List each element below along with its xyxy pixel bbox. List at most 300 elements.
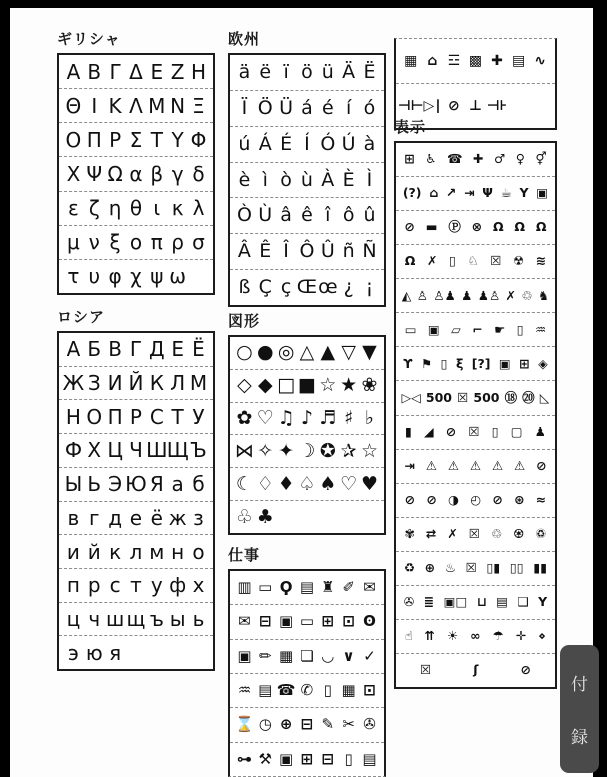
char-cell: Ё [192, 337, 205, 362]
night-icon: ◑ [448, 491, 459, 507]
wheat-icon: ξ [455, 355, 464, 371]
eighth-note-icon: ♪ [300, 407, 314, 430]
char-cell: ф [169, 573, 187, 598]
nurse-icon: Ω [535, 219, 547, 235]
char-cell: Ñ [362, 240, 377, 263]
table-row [59, 333, 213, 366]
char-cell: ж [168, 505, 187, 530]
table-row [396, 415, 555, 449]
limit-500kg-icon: 500 [425, 389, 452, 405]
envelope-icon: ✉ [363, 578, 376, 597]
char-cell: ô [342, 204, 355, 227]
section-label-europe: 欧州 [228, 30, 261, 48]
char-cell: т [130, 573, 142, 598]
double-star-outline-icon: ✰ [340, 439, 357, 462]
appendix-tab[interactable] [560, 645, 599, 773]
shapes-symbol-table [228, 335, 386, 535]
char-cell: б [192, 472, 205, 497]
no-mug-icon: ⊘ [445, 423, 457, 439]
manual-page [10, 8, 593, 777]
char-cell: É [280, 132, 293, 155]
char-cell: Ф [64, 438, 83, 463]
star-filled-icon: ★ [340, 374, 358, 397]
char-cell: з [193, 505, 204, 530]
char-cell: ç [280, 276, 292, 299]
char-cell: П [107, 404, 123, 429]
limit-500m-icon: 500 [473, 389, 500, 405]
char-cell: σ [192, 230, 205, 255]
char-cell: Λ [129, 93, 143, 118]
greek-letter-table [57, 53, 215, 295]
tv-icon: ⊟ [321, 749, 335, 768]
char-cell: χ [130, 264, 142, 289]
fax-icon: ⊡ [342, 612, 355, 631]
ic-chip-icon: ▤ [511, 53, 526, 69]
table-row [396, 551, 555, 585]
table-row [59, 156, 213, 190]
char-cell: х [192, 573, 205, 598]
return-icon: ⇄ [425, 525, 437, 541]
char-cell: Β [87, 59, 102, 84]
char-cell: д [108, 505, 123, 530]
table-row [59, 88, 213, 122]
char-cell: м [149, 539, 165, 564]
stairs-icon: ◺ [539, 389, 550, 405]
family-icon: ♟♙ [477, 287, 501, 303]
char-cell: И [107, 371, 123, 396]
doorway-icon: ▢ [510, 423, 523, 439]
warning-triangle-icon: ⚠ [425, 457, 437, 473]
check-mark-icon: ✓ [363, 646, 376, 665]
table-row [230, 500, 384, 533]
tools-icon: ⚒ [258, 749, 272, 768]
european-letter-table [228, 53, 386, 307]
eco-mark-icon: ✾ [404, 525, 415, 541]
circle-filled-icon: ● [256, 341, 274, 364]
faucet-icon: ♒ [237, 681, 252, 700]
char-cell: Φ [190, 127, 207, 152]
char-cell: Э [108, 472, 123, 497]
char-cell: Ш [146, 438, 168, 463]
no-parking-icon: ⊗ [471, 219, 483, 235]
char-cell: Θ [65, 93, 82, 118]
spray-can-icon: ▯ [448, 253, 456, 269]
guard-icon: Ω [404, 253, 416, 269]
key-icon: ⊶ [236, 749, 252, 768]
char-cell: Â [237, 240, 251, 263]
question-box-icon: [?] [471, 355, 491, 371]
public-phone-icon: ☎ [446, 151, 463, 167]
radiation-icon: ☢ [512, 253, 525, 269]
char-cell: Л [170, 371, 186, 396]
char-cell: È [342, 168, 355, 191]
guide-book-icon: ◭ [401, 287, 412, 303]
note-page-icon: ❏ [300, 646, 314, 665]
no-ringing-icon: ⊘ [520, 662, 531, 678]
table-row [59, 635, 213, 669]
prohibition-icon: ⊘ [536, 457, 547, 473]
spade-filled-icon: ♠ [319, 472, 337, 495]
section-label-russia: ロシア [57, 308, 106, 326]
section-label-signs: 表示 [394, 118, 427, 136]
containers-icon: ▯▯ [509, 560, 524, 576]
char-cell: Д [148, 337, 165, 362]
table-row [230, 55, 384, 90]
char-cell: ч [88, 606, 101, 631]
bottle-can-icon: ▯▮ [486, 560, 501, 576]
char-cell: Ρ [109, 127, 122, 152]
hourglass-icon: ⌛ [235, 715, 254, 734]
no-tools-icon: ⊘ [492, 491, 503, 507]
chain-icon: ∞ [470, 628, 481, 644]
char-cell: œ [318, 276, 338, 299]
char-cell: Г [129, 337, 143, 362]
briefcase-icon: ▣ [279, 749, 294, 768]
char-cell: Т [171, 404, 184, 429]
table-row [396, 517, 555, 551]
char-cell: Í [304, 132, 310, 155]
rest-area-icon: ▱ [451, 321, 461, 337]
signs-pictogram-table [394, 141, 557, 689]
staff-icon: Ω [514, 219, 526, 235]
pencil-icon: ✏ [258, 646, 272, 665]
char-cell: ù [300, 168, 313, 191]
table-row [396, 483, 555, 517]
do-not-tilt-icon: ⋄ [538, 628, 546, 644]
crescent-moon-icon: ☽ [298, 439, 316, 462]
char-cell: ъ [149, 606, 164, 631]
table-row [59, 191, 213, 225]
star-outline2-icon: ☆ [360, 439, 378, 462]
atm-icon: ⊡ [363, 681, 376, 700]
no-smoking-circle-icon: ⊘ [404, 491, 416, 507]
char-cell: ц [66, 606, 81, 631]
square-outline-icon: □ [277, 374, 296, 397]
char-cell: Κ [108, 93, 122, 118]
circle-outline-icon: ○ [236, 341, 253, 364]
telephone-icon: ☎ [276, 681, 296, 700]
char-cell: à [363, 132, 376, 155]
table-row [59, 399, 213, 433]
char-cell: δ [192, 161, 205, 186]
table-row [59, 366, 213, 400]
char-cell: О [86, 404, 103, 429]
table-row [396, 653, 555, 687]
waterfowl-icon: ≈ [535, 491, 547, 507]
char-cell: Π [86, 127, 102, 152]
char-cell: Ο [65, 127, 82, 152]
table-row [396, 143, 555, 176]
caution-icon: ⚠ [447, 457, 460, 473]
char-cell: μ [67, 230, 80, 255]
club-filled-icon: ♣ [256, 505, 274, 528]
first-aid-cross-icon: ✚ [473, 151, 484, 167]
keep-dry-icon: ☂ [492, 628, 504, 644]
char-cell: â [280, 204, 292, 227]
gate-icon: ⊞ [519, 355, 530, 371]
fragile-glass-icon: Y [538, 594, 548, 610]
diamond-outline-icon: ◇ [237, 374, 252, 397]
char-cell: У [192, 404, 205, 429]
char-cell: Υ [171, 127, 184, 152]
char-cell: й [87, 539, 101, 564]
char-cell: ü [321, 60, 334, 83]
stamp-icon: ♜ [321, 578, 335, 597]
table-row [59, 467, 213, 501]
char-cell: ¡ [365, 276, 374, 299]
char-cell: ï [283, 60, 289, 83]
table-row [59, 259, 213, 293]
aerosol-icon: ▯ [440, 355, 448, 371]
printer-icon: ⊞ [321, 612, 335, 631]
table-row [230, 269, 384, 305]
char-cell: г [89, 505, 100, 530]
beamed-notes-icon: ♬ [319, 407, 337, 430]
trays-icon: ≣ [423, 594, 435, 610]
char-cell: α [129, 161, 143, 186]
char-cell: л [129, 539, 143, 564]
table-row [396, 585, 555, 619]
char-cell: υ [88, 264, 101, 289]
table-row [59, 122, 213, 156]
merge-icon: ▷◁ [401, 389, 421, 405]
no-crossing-icon: ☒ [457, 389, 469, 405]
table-row [59, 225, 213, 259]
no-hooks-icon: ʃ [473, 662, 479, 678]
table-row [59, 534, 213, 568]
char-cell: φ [108, 264, 122, 289]
char-cell: Ъ [190, 438, 207, 463]
char-cell: Р [129, 404, 142, 429]
folder-icon: ▭ [258, 578, 273, 597]
no-stacking-icon: ☒ [420, 662, 432, 678]
char-cell: Щ [166, 438, 189, 463]
char-cell: Σ [129, 127, 143, 152]
square-filled-icon: ■ [297, 374, 316, 397]
appendix-tab-char-1: 付 [571, 675, 588, 695]
flip-phone-icon: ✆ [300, 681, 314, 700]
wheelchair-icon: ♿ [425, 151, 437, 167]
sprout-icon: ϒ [403, 355, 413, 371]
trash-disposal-icon: ♲ [521, 287, 533, 303]
gas-station-icon: ▯ [516, 321, 524, 337]
resistor-icon: ∿ [534, 53, 547, 69]
heart-outline-icon: ♡ [256, 407, 274, 430]
russian-letter-table [57, 331, 215, 671]
table-row [59, 602, 213, 636]
section-europe [228, 28, 386, 307]
table-row [396, 244, 555, 278]
memo-icon: ▤ [299, 578, 315, 597]
triangle-down-filled-icon: ▼ [362, 341, 377, 364]
table-row [230, 434, 384, 467]
table-row [230, 707, 384, 741]
char-cell: ν [88, 230, 100, 255]
alarm-clock-icon: ⊕ [279, 715, 293, 734]
char-cell: э [67, 640, 79, 665]
char-cell: τ [67, 264, 80, 289]
table-row [396, 312, 555, 346]
desktop-pc-icon: ⊟ [258, 612, 272, 631]
table-row [230, 571, 384, 604]
sharp-icon: ♯ [344, 407, 354, 430]
globe-icon: ⊛ [514, 491, 525, 507]
double-circle-icon: ◎ [277, 341, 295, 364]
char-cell: Ä [342, 60, 356, 83]
char-cell: ë [259, 60, 272, 83]
money-exchange-icon: ☛ [494, 321, 506, 337]
door-icon: ▯ [344, 749, 353, 768]
char-cell: Ê [259, 240, 272, 263]
char-cell: Ω [107, 161, 123, 186]
char-cell: ζ [88, 196, 100, 221]
clipboard-icon: ▤ [258, 681, 273, 700]
house-icon: ⌂ [427, 53, 438, 69]
boxes-icon: ▣□ [443, 594, 468, 610]
recycle-globe-icon: ♻ [403, 560, 416, 576]
child-icon: ♙ [416, 287, 428, 303]
men-room-icon: ♂ [494, 151, 506, 167]
char-cell: А [66, 337, 81, 362]
char-cell: З [87, 371, 101, 396]
bonfire-icon: ☲ [447, 53, 461, 69]
water-fountain-icon: ♒ [534, 321, 547, 337]
cloakroom-icon: ▣ [536, 185, 549, 201]
char-cell: Χ [66, 161, 81, 186]
char-cell: ò [280, 168, 292, 191]
paper-stack-icon: ▤ [496, 594, 508, 610]
diamond-filled2-icon: ♦ [277, 472, 295, 495]
table-row [59, 433, 213, 467]
char-cell: ρ [171, 230, 184, 255]
triangle-outline-icon: △ [299, 341, 315, 364]
transistor-icon: ⊘ [448, 98, 460, 114]
table-row [230, 369, 384, 402]
char-cell: Ì [366, 168, 373, 191]
flammable-icon: ♨ [444, 560, 457, 576]
char-cell: ñ [342, 240, 355, 263]
char-cell: е [129, 505, 143, 530]
section-label-work: 仕事 [228, 546, 261, 564]
table-row [396, 176, 555, 210]
char-cell: С [149, 404, 164, 429]
open-book-icon: ◟◞ [321, 646, 334, 665]
char-cell: Б [87, 337, 102, 362]
diamond-filled-icon: ◆ [257, 374, 273, 397]
computer-icon: ▣ [279, 612, 294, 631]
char-cell: Î [283, 240, 289, 263]
char-cell: Ν [170, 93, 186, 118]
hazard-icon: ⚠ [469, 457, 482, 473]
char-cell: а [171, 472, 184, 497]
char-cell: Ч [129, 438, 143, 463]
char-cell: γ [171, 161, 184, 186]
char-cell: К [149, 371, 164, 396]
open-mail-icon: ✉ [238, 612, 251, 631]
bar-icon: Y [519, 185, 529, 201]
table-row [230, 233, 384, 269]
section-label-greek: ギリシャ [57, 30, 121, 48]
char-cell: Û [320, 240, 335, 263]
ribbon-bow-icon: ⋈ [234, 439, 254, 462]
char-cell: Α [66, 59, 81, 84]
safety-mark-icon: ⊕ [424, 560, 436, 576]
table-row [59, 55, 213, 88]
kiosk-icon: ⌂ [429, 185, 439, 201]
char-cell: Ь [87, 472, 102, 497]
char-cell: в [67, 505, 80, 530]
star-outline-icon: ☆ [319, 374, 337, 397]
char-cell: ö [301, 60, 313, 83]
ground-icon: ⊥ [469, 98, 482, 114]
handle-with-care-icon: ☝ [404, 628, 413, 644]
table-row [396, 619, 555, 653]
char-cell: Ц [107, 438, 123, 463]
char-cell: Е [171, 337, 184, 362]
buildings-icon: ▦ [404, 53, 418, 69]
char-cell: Ó [320, 132, 336, 155]
keyboard-icon: ▦ [341, 681, 356, 700]
table-row [230, 197, 384, 233]
battery-icon: ▮ [405, 423, 412, 439]
char-cell: π [150, 230, 163, 255]
table-row [396, 210, 555, 244]
char-cell: á [301, 96, 313, 119]
eye-icon: ◈ [538, 355, 548, 371]
monitor-icon: ⊟ [300, 715, 314, 734]
char-cell: Ε [150, 59, 164, 84]
keep-away-sun-icon: ☀ [446, 628, 459, 644]
restaurant-icon: Ψ [482, 185, 493, 201]
table-row [396, 278, 555, 312]
char-cell: ο [129, 230, 143, 255]
flat-icon: ♭ [365, 407, 374, 430]
char-cell: ь [192, 606, 205, 631]
char-cell: θ [129, 196, 143, 221]
two-notes-icon: ♫ [277, 407, 295, 430]
char-cell: Ë [363, 60, 376, 83]
shooting-star-icon: ✦ [278, 439, 295, 462]
char-cell: è [238, 168, 251, 191]
char-cell: Н [65, 404, 81, 429]
shower-icon: ⌐ [472, 321, 483, 337]
slope-warning-icon: ⚠ [491, 457, 504, 473]
char-cell: î [325, 204, 331, 227]
char-cell: Ι [91, 93, 98, 118]
tour-group-icon: ⚑ [420, 355, 433, 371]
char-cell: Ö [257, 96, 273, 119]
char-cell: û [363, 204, 376, 227]
age-20-icon: ⑳ [522, 389, 535, 405]
recycle-icon: ♲ [490, 525, 503, 541]
char-cell: Ü [279, 96, 294, 119]
table-row [59, 501, 213, 535]
emergency-exit-icon: ⇥ [464, 185, 475, 201]
heart-filled-icon: ♥ [360, 472, 378, 495]
this-way-up-icon: ⇈ [424, 628, 436, 644]
accommodation-icon: ▣ [427, 321, 440, 337]
section-greek [57, 28, 215, 295]
table-row [230, 604, 384, 638]
char-cell: ì [262, 168, 268, 191]
char-cell: Ò [236, 204, 252, 227]
char-cell: щ [126, 606, 146, 631]
section-work [228, 544, 386, 777]
exit-door-icon: ⇥ [404, 457, 415, 473]
scissors-icon: ✂ [342, 715, 355, 734]
sparkles-icon: ✧ [257, 439, 274, 462]
no-spray-icon: ☒ [468, 525, 480, 541]
